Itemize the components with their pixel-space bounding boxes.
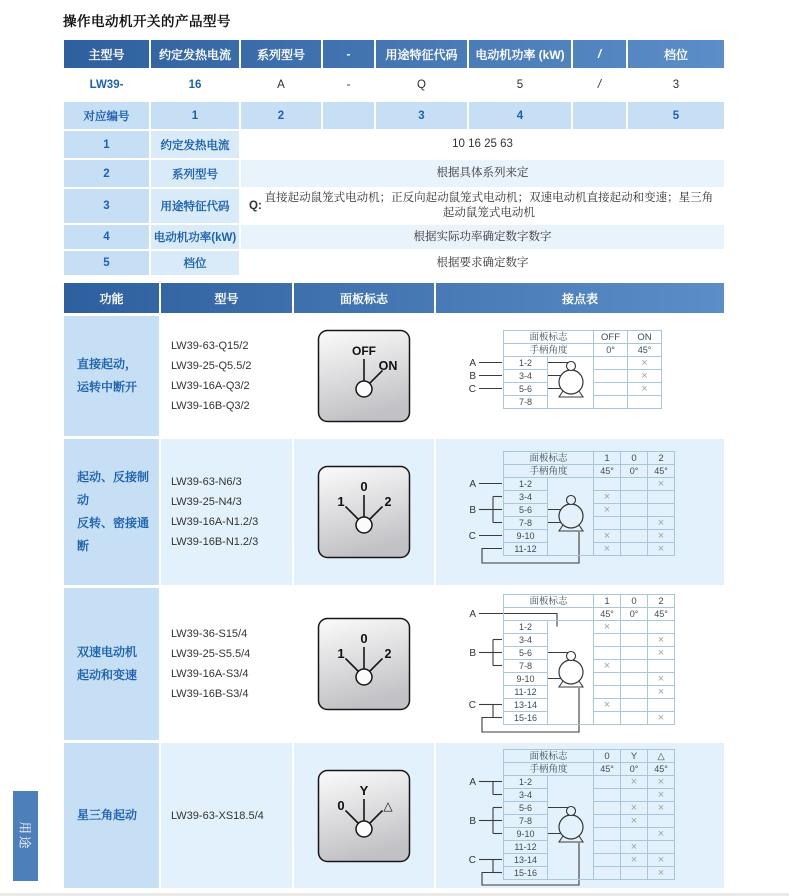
svg-text:OFF: OFF <box>352 344 376 358</box>
contact-mark <box>621 543 648 556</box>
contact-mark: × <box>648 789 675 802</box>
detail-row <box>64 131 724 158</box>
panel-switch-icon <box>316 768 412 864</box>
function-table-header-cell: 接点表 <box>434 283 724 313</box>
motor-area-cell <box>548 621 594 725</box>
terminal-label: 1-2 <box>504 621 548 634</box>
contact-table <box>503 594 675 725</box>
contact-mark: × <box>594 530 621 543</box>
svg-text:0: 0 <box>360 479 368 494</box>
index-cell: 对应编号 <box>64 102 149 129</box>
contact-mark: × <box>621 815 648 828</box>
function-line: 星三角起动 <box>77 808 138 822</box>
detail-no-cell: 4 <box>64 225 149 249</box>
model-table-header-cell: 系列型号 <box>239 40 321 68</box>
terminal-label: 9-10 <box>504 530 548 543</box>
model-line: LW39-63-XS18.5/4 <box>171 809 264 822</box>
terminal-label: 13-14 <box>504 854 548 867</box>
detail-no-cell: 2 <box>64 160 149 187</box>
contact-mark <box>594 815 621 828</box>
contact-mark <box>594 686 621 699</box>
contact-angle-value: 45° <box>594 763 621 776</box>
contact-cell <box>434 439 724 585</box>
model-table-header-cell: 用途特征代码 <box>374 40 467 68</box>
contact-mark: × <box>648 712 675 725</box>
model-code-cell: / <box>571 70 626 100</box>
contact-angle-label: 手柄角度 <box>504 344 594 357</box>
contact-mark: × <box>621 854 648 867</box>
contact-mark: × <box>628 370 662 383</box>
contact-mark <box>621 517 648 530</box>
model-code-table <box>64 40 724 275</box>
index-cell <box>321 102 374 129</box>
contact-mark <box>648 504 675 517</box>
contact-mark <box>621 828 648 841</box>
svg-text:B: B <box>469 371 476 382</box>
detail-desc-cell: 根据具体系列来定 <box>239 160 724 187</box>
panel-switch-icon <box>316 616 412 712</box>
contact-position-label: 1 <box>594 595 621 608</box>
contact-position-label: △ <box>648 750 675 763</box>
contact-mark <box>594 634 621 647</box>
contact-table <box>503 749 675 880</box>
terminal-label: 9-10 <box>504 828 548 841</box>
contact-mark <box>621 699 648 712</box>
contact-mark <box>594 517 621 530</box>
function-table-header-cell: 型号 <box>159 283 292 313</box>
model-table-header-cell: - <box>321 40 374 68</box>
contact-mark: × <box>628 357 662 370</box>
terminal-label: 15-16 <box>504 867 548 880</box>
contact-mark <box>648 815 675 828</box>
contact-mark <box>621 647 648 660</box>
contact-position-label: 0 <box>621 452 648 465</box>
model-code-cell: Q <box>374 70 467 100</box>
function-table-header-row <box>64 283 724 313</box>
contact-angle-label: 手柄角度 <box>504 763 594 776</box>
contact-angle-value: 0° <box>621 608 648 621</box>
panel-switch-icon <box>316 464 412 560</box>
contact-angle-value: 0° <box>594 344 628 357</box>
contact-header-label: 面板标志 <box>504 750 594 763</box>
detail-label-cell: 约定发热电流 <box>149 131 239 158</box>
svg-text:C: C <box>468 855 476 866</box>
contact-mark <box>594 776 621 789</box>
contact-mark: × <box>648 854 675 867</box>
model-line: LW39-16B-Q3/2 <box>171 400 250 412</box>
function-row <box>64 316 724 436</box>
svg-text:A: A <box>469 609 476 620</box>
function-table-header-cell: 面板标志 <box>292 283 434 313</box>
terminal-label: 1-2 <box>504 357 548 370</box>
side-tab <box>13 791 38 881</box>
terminal-label: 5-6 <box>504 647 548 660</box>
contact-position-label: 2 <box>648 452 675 465</box>
terminal-label: 3-4 <box>504 491 548 504</box>
terminal-label: 1-2 <box>504 478 548 491</box>
terminal-label: 7-8 <box>504 396 548 409</box>
svg-text:1: 1 <box>337 646 345 661</box>
contact-angle-value: 0° <box>621 465 648 478</box>
svg-text:ON: ON <box>378 359 398 373</box>
terminal-label: 7-8 <box>504 517 548 530</box>
contact-mark <box>594 673 621 686</box>
model-line: LW39-36-S15/4 <box>171 628 248 640</box>
model-code-cell: 5 <box>467 70 571 100</box>
model-line: LW39-16B-S3/4 <box>171 688 249 700</box>
index-cell: 4 <box>467 102 571 129</box>
contact-cell <box>434 743 724 888</box>
page-title: 操作电动机开关的产品型号 <box>63 14 231 29</box>
index-cell: 3 <box>374 102 467 129</box>
contact-mark <box>648 621 675 634</box>
svg-text:C: C <box>468 700 476 711</box>
terminal-label: 15-16 <box>504 712 548 725</box>
contact-mark <box>594 789 621 802</box>
model-list-cell <box>159 316 292 436</box>
svg-text:Y: Y <box>359 782 369 798</box>
terminal-label: 7-8 <box>504 815 548 828</box>
function-line: 直接起动， <box>77 357 138 371</box>
panel-switch-icon <box>316 328 412 424</box>
function-row <box>64 588 724 740</box>
model-code-cell: 16 <box>149 70 239 100</box>
model-line: LW39-63-Q15/2 <box>171 340 249 352</box>
contact-mark <box>648 841 675 854</box>
contact-angle-value: 45° <box>648 608 675 621</box>
index-row <box>64 102 724 129</box>
model-line: LW39-63-N6/3 <box>171 476 242 488</box>
contact-mark: × <box>621 776 648 789</box>
detail-desc-cell: 根据要求确定数字 <box>239 251 724 275</box>
model-table-header-cell: 电动机功率 (kW) <box>467 40 571 68</box>
detail-row <box>64 251 724 275</box>
contact-mark <box>594 712 621 725</box>
function-row <box>64 743 724 888</box>
contact-header-label: 面板标志 <box>504 331 594 344</box>
svg-text:1: 1 <box>337 494 345 509</box>
contact-mark: × <box>648 543 675 556</box>
contact-mark <box>621 504 648 517</box>
motor-area-cell <box>548 357 594 409</box>
contact-position-label: 0 <box>621 595 648 608</box>
contact-mark: × <box>648 776 675 789</box>
contact-mark <box>621 491 648 504</box>
svg-text:0: 0 <box>337 797 345 813</box>
contact-position-label: ON <box>628 331 662 344</box>
contact-mark: × <box>648 828 675 841</box>
function-cell <box>64 439 159 585</box>
function-line: 反转、密接通断 <box>77 516 150 553</box>
contact-mark <box>628 396 662 409</box>
contact-position-label: 0 <box>594 750 621 763</box>
contact-mark: × <box>628 383 662 396</box>
contact-mark <box>621 712 648 725</box>
detail-label-cell: 档位 <box>149 251 239 275</box>
contact-mark: × <box>648 634 675 647</box>
contact-mark <box>594 357 628 370</box>
model-table-header-cell: 档位 <box>626 40 724 68</box>
detail-no-cell: 1 <box>64 131 149 158</box>
model-line: LW39-16A-S3/4 <box>171 668 249 680</box>
index-cell <box>571 102 626 129</box>
contact-position-label: Y <box>621 750 648 763</box>
svg-text:B: B <box>469 816 476 827</box>
contact-angle-label: 手柄角度 <box>504 465 594 478</box>
contact-mark <box>648 699 675 712</box>
contact-mark: × <box>594 491 621 504</box>
contact-mark <box>621 660 648 673</box>
contact-angle-value: 45° <box>594 608 621 621</box>
contact-mark <box>621 621 648 634</box>
model-table-header-cell: / <box>571 40 626 68</box>
svg-text:A: A <box>469 358 476 369</box>
contact-mark <box>594 478 621 491</box>
terminal-label: 9-10 <box>504 673 548 686</box>
model-line: LW39-25-Q5.5/2 <box>171 360 252 372</box>
panel-cell <box>292 316 434 436</box>
detail-row <box>64 160 724 187</box>
contact-angle-value: 45° <box>648 763 675 776</box>
contact-mark <box>594 396 628 409</box>
contact-mark <box>594 802 621 815</box>
contact-position-label: 2 <box>648 595 675 608</box>
terminal-label: 1-2 <box>504 776 548 789</box>
contact-cell <box>434 588 724 740</box>
detail-row <box>64 225 724 249</box>
contact-mark <box>594 867 621 880</box>
terminal-label: 3-4 <box>504 634 548 647</box>
side-tab-label: 用途 <box>17 821 32 851</box>
contact-mark: × <box>594 660 621 673</box>
terminal-label: 3-4 <box>504 789 548 802</box>
terminal-label: 3-4 <box>504 370 548 383</box>
contact-mark: × <box>594 621 621 634</box>
contact-mark: × <box>648 686 675 699</box>
panel-cell <box>292 439 434 585</box>
model-line: LW39-16A-Q3/2 <box>171 380 250 392</box>
terminal-label: 5-6 <box>504 383 548 396</box>
contact-mark <box>621 789 648 802</box>
svg-text:A: A <box>469 777 476 788</box>
contact-mark <box>594 647 621 660</box>
function-table-header-cell: 功能 <box>99 291 124 306</box>
svg-text:C: C <box>468 384 476 395</box>
contact-angle-label <box>504 608 594 621</box>
function-row <box>64 439 724 585</box>
terminal-label: 13-14 <box>504 699 548 712</box>
function-table <box>64 283 724 888</box>
svg-text:0: 0 <box>360 631 368 646</box>
svg-text:△: △ <box>383 798 393 813</box>
function-cell <box>64 588 159 740</box>
contact-table <box>503 451 675 556</box>
contact-mark: × <box>621 802 648 815</box>
contact-mark <box>594 828 621 841</box>
contact-mark: × <box>594 699 621 712</box>
model-code-cell: A <box>239 70 321 100</box>
model-line: LW39-16B-N1.2/3 <box>171 536 259 548</box>
contact-mark: × <box>648 867 675 880</box>
contact-mark <box>621 867 648 880</box>
contact-mark <box>621 673 648 686</box>
contact-mark: × <box>648 647 675 660</box>
contact-mark <box>648 491 675 504</box>
contact-angle-value: 45° <box>648 465 675 478</box>
detail-no-cell: 5 <box>64 251 149 275</box>
svg-text:C: C <box>468 531 476 542</box>
contact-mark <box>621 686 648 699</box>
model-code-row <box>64 70 724 100</box>
model-line: LW39-25-N4/3 <box>171 496 242 508</box>
terminal-label: 5-6 <box>504 504 548 517</box>
panel-cell <box>292 588 434 740</box>
function-cell <box>64 743 159 888</box>
detail-row <box>64 189 724 223</box>
contact-mark <box>648 660 675 673</box>
detail-label-cell: 用途特征代码 <box>149 189 239 223</box>
contact-mark <box>594 854 621 867</box>
contact-mark <box>621 478 648 491</box>
detail-desc-cell: 10 16 25 63 <box>239 131 724 158</box>
model-line: LW39-25-S5.5/4 <box>171 648 251 660</box>
svg-text:2: 2 <box>384 495 392 509</box>
contact-angle-value: 0° <box>621 763 648 776</box>
contact-angle-value: 45° <box>628 344 662 357</box>
contact-cell <box>434 316 724 436</box>
contact-mark <box>594 383 628 396</box>
model-table-header-cell: 主型号 <box>88 47 125 62</box>
model-list-cell <box>159 588 292 740</box>
contact-mark: × <box>648 530 675 543</box>
model-list-cell <box>159 743 292 888</box>
index-cell: 5 <box>626 102 724 129</box>
contact-mark <box>621 530 648 543</box>
terminal-label: 11-12 <box>504 543 548 556</box>
model-code-cell: 3 <box>626 70 724 100</box>
svg-text:B: B <box>469 505 476 516</box>
contact-mark: × <box>648 478 675 491</box>
detail-label-cell: 系列型号 <box>149 160 239 187</box>
contact-mark: × <box>648 802 675 815</box>
terminal-label: 11-12 <box>504 686 548 699</box>
terminal-label: 11-12 <box>504 841 548 854</box>
function-line: 双速电动机 <box>77 645 138 659</box>
terminal-label: 5-6 <box>504 802 548 815</box>
terminal-label: 7-8 <box>504 660 548 673</box>
contact-mark: × <box>648 673 675 686</box>
motor-area-cell <box>548 776 594 880</box>
contact-header-label: 面板标志 <box>504 452 594 465</box>
contact-mark: × <box>648 517 675 530</box>
function-line: 起动、反接制动 <box>77 470 150 507</box>
function-line: 起动和变速 <box>77 668 138 682</box>
model-line: LW39-16A-N1.2/3 <box>171 516 259 528</box>
contact-angle-value: 45° <box>594 465 621 478</box>
model-table-header-cell: 约定发热电流 <box>149 40 239 68</box>
model-list-cell <box>159 439 292 585</box>
detail-desc-cell: 根据实际功率确定数字数字 <box>239 225 724 249</box>
contact-table <box>503 330 662 409</box>
contact-mark: × <box>594 504 621 517</box>
detail-desc-cell: Q: 直接起动鼠笼式电动机；正反向起动鼠笼式电动机；双速电动机直接起动和变速；星三角起动鼠笼式电动机 <box>239 189 724 223</box>
panel-cell <box>292 743 434 888</box>
detail-no-cell: 3 <box>64 189 149 223</box>
contact-position-label: OFF <box>594 331 628 344</box>
index-cell: 2 <box>239 102 321 129</box>
svg-text:B: B <box>469 648 476 659</box>
motor-area-cell <box>548 478 594 556</box>
detail-label-cell: 电动机功率(kW) <box>149 225 239 249</box>
model-code-cell: - <box>321 70 374 100</box>
contact-position-label: 1 <box>594 452 621 465</box>
model-table-header-row <box>64 40 724 68</box>
contact-mark: × <box>594 543 621 556</box>
index-cell: 1 <box>149 102 239 129</box>
svg-text:2: 2 <box>384 647 392 661</box>
contact-header-label: 面板标志 <box>504 595 594 608</box>
function-line: 运转中断开 <box>77 380 138 394</box>
contact-mark <box>621 634 648 647</box>
contact-mark <box>594 841 621 854</box>
contact-mark: × <box>621 841 648 854</box>
svg-text:A: A <box>469 479 476 490</box>
function-cell <box>64 316 159 436</box>
contact-mark <box>594 370 628 383</box>
model-code-cell: LW39- <box>64 70 149 100</box>
